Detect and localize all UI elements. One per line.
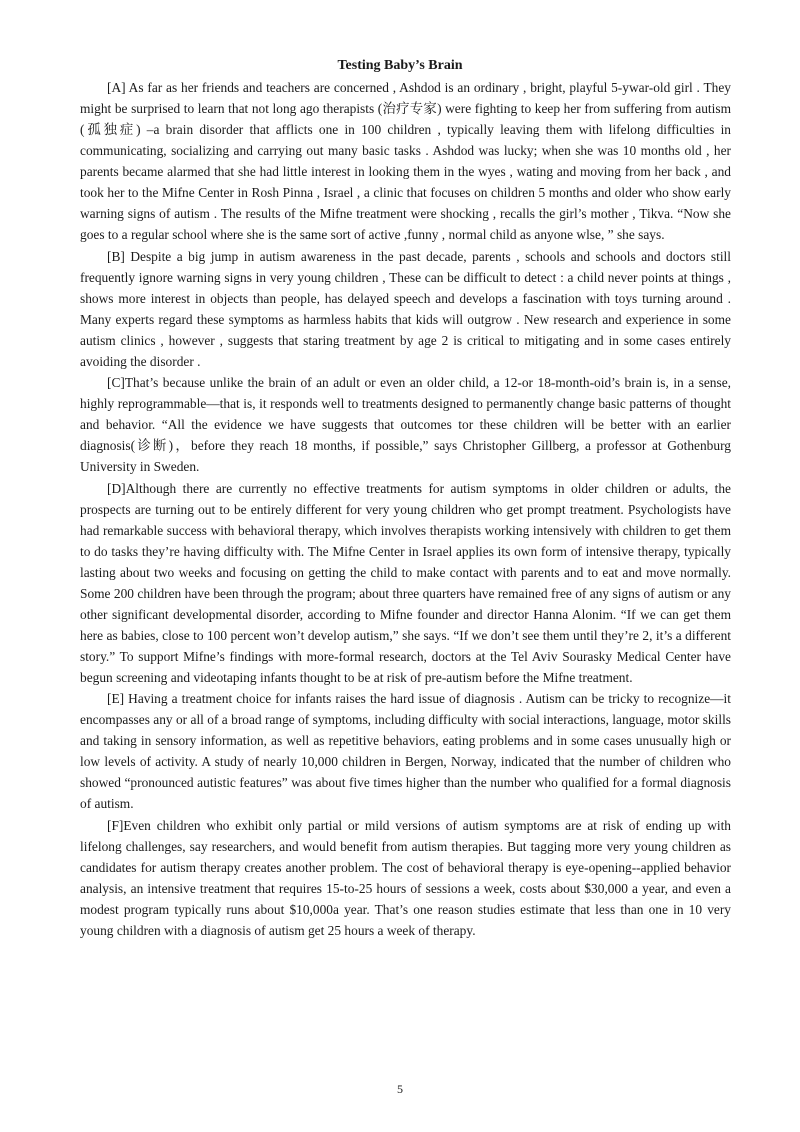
document-title: Testing Baby’s Brain bbox=[337, 58, 463, 73]
document-body bbox=[80, 77, 731, 941]
paragraph-b: [B] Despite a big jump in autism awareness in the past decade, parents , schools and schools and doctors still frequently ignore warning signs in very young children , These can be difficult to detect : a child never points at things , shows more interest in objects than people, has delayed speech and develops a fascination with toys turning around . Many experts regard these symptoms as harmless habits that kids will outgrow . New research and experience in some autism clinics , however , suggests that staring treatment by age 2 is critical to mitigating and in some cases entirely avoiding the disorder . bbox=[80, 248, 731, 369]
paragraph-d: [D]Although there are currently no effective treatments for autism symptoms in older children or adults, the prospects are turning out to be entirely different for very young children who get prompt treatment. Psychologists have had remarkable success with behavioral therapy, which involves therapists working intensively with children to get them to do tasks they’re having difficulty with. The Mifne Center in Israel applies its own form of intensive therapy, typically lasting about two weeks and focusing on getting the child to make contact with parents and to eat and move normally. Some 200 children have been through the program; about three quarters have remained free of any signs of autism or any other significant developmental disorder, according to Mifne founder and director Hanna Alonim. “If we can get them here as babies, close to 100 percent won’t develop autism,” she says. “If we don’t see them until they’re 2, it’s a different story.” To support Mifne’s findings with more-formal research, doctors at the Tel Aviv Sourasky Medical Center have begun screening and videotaping infants thought to be at risk of pre-autism before the Mifne treatment. bbox=[80, 480, 731, 685]
page-number: 5 bbox=[397, 1082, 403, 1096]
paragraph-e: [E] Having a treatment choice for infants raises the hard issue of diagnosis . Autism can be tricky to recognize—it encompasses any or all of a broad range of symptoms, including difficulty with social interactions, language, motor skills and taking in sensory information, as well as repetitive behaviors, eating problems and in some cases unusually high or low levels of activity. A study of nearly 10,000 children in Bergen, Norway, indicated that the number of children who showed “pronounced autistic features” was about five times higher than the number who qualified for a formal diagnosis of autism. bbox=[80, 691, 731, 811]
paragraph-c: [C]That’s because unlike the brain of an adult or even an older child, a 12-or 18-month-oid’s brain is, in a sense, highly reprogrammable—that is, it responds well to treatments designed to permanently change basic patterns of thought and behavior. “All the evidence we have suggests that outcomes tor these children will be better with an earlier diagnosis(诊断)，before they reach 18 months, if possible,” says Christopher Gillberg, a professor at Gothenburg University in Sweden. bbox=[80, 375, 731, 474]
paragraph-a: [A] As far as her friends and teachers are concerned , Ashdod is an ordinary , bright, playful 5-ywar-old girl . They might be surprised to learn that not long ago therapists (治疗专家) were fighting to keep her from suffering from autism (孤独症) –a brain disorder that afflicts one in 100 children , typically leaving them with lifelong difficulties in communicating, socializing and carrying out many basic tasks . Ashdod was lucky; when she was 10 months old , her parents became alarmed that she had little interest in looking them in the wyes , wating and moving from her back , and took her to the Mifne Center in Rosh Pinna , Israel , a clinic that focuses on children 5 months and older who show early warning signs of autism . The results of the Mifne treatment were shocking , recalls the girl’s mother , Tikva. “Now she goes to a regular school where she is the same sort of active ,funny , normal child as anyone wlse, ” she says. bbox=[80, 80, 731, 242]
paragraph-f: [F]Even children who exhibit only partial or mild versions of autism symptoms are at risk of ending up with lifelong challenges, say researchers, and would benefit from autism therapies. But tagging more very young children as candidates for autism therapy creates another problem. The cost of behavioral therapy is eye-opening--applied behavior analysis, an intensive treatment that requires 15-to-25 hours of sessions a week, costs about $30,000 a year, and even a modest program typically runs about $10,000a year. That’s one reason studies estimate that less than one in 10 very young children with a diagnosis of autism get 25 hours a week of therapy. bbox=[80, 817, 731, 938]
